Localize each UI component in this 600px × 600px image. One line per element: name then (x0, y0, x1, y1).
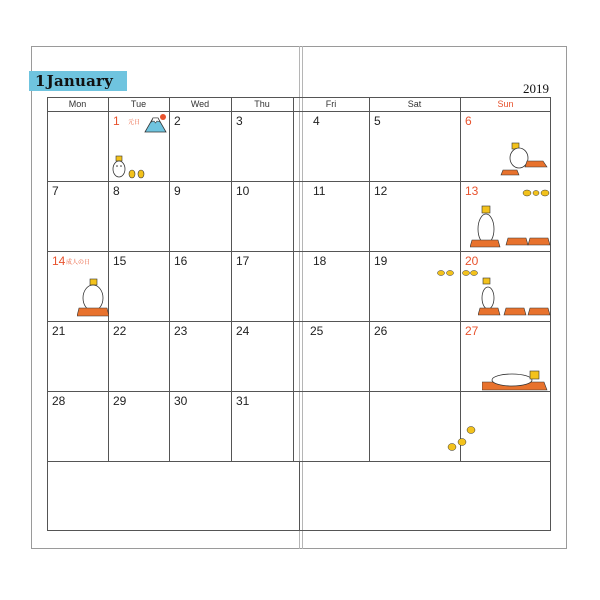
weekday-header-thu: Thu (254, 99, 270, 109)
bird-stepping-mats-icon (478, 276, 551, 320)
day-cell[interactable] (47, 391, 108, 461)
day-number: 19 (374, 254, 388, 268)
day-cell[interactable] (369, 251, 460, 321)
day-number: 30 (174, 394, 188, 408)
weekday-header-tue: Tue (130, 99, 147, 109)
day-number: 11 (313, 184, 326, 198)
day-number: 3 (236, 114, 243, 128)
notes-area-right[interactable] (300, 461, 551, 531)
notes-area-left[interactable] (47, 461, 299, 531)
day-number: 1 (113, 114, 120, 128)
day-number: 5 (374, 114, 381, 128)
day-cell[interactable] (169, 391, 231, 461)
day-number: 17 (236, 254, 250, 268)
day-cell[interactable] (293, 321, 369, 391)
weekday-header-sat: Sat (407, 99, 422, 109)
day-number: 26 (374, 324, 388, 338)
day-number: 13 (465, 184, 479, 198)
day-number: 7 (52, 184, 59, 198)
running-chicks-icon (443, 422, 483, 454)
chicks-icon (461, 268, 479, 278)
month-label (29, 71, 127, 91)
day-number: 27 (465, 324, 479, 338)
year-label: 2019 (523, 81, 549, 96)
day-cell[interactable] (108, 251, 169, 321)
day-number: 22 (113, 324, 127, 338)
day-cell[interactable] (293, 181, 369, 251)
day-cell[interactable] (369, 321, 460, 391)
weekday-header-row (47, 97, 551, 111)
day-number: 8 (113, 184, 120, 198)
bird-family-icon (110, 155, 150, 180)
day-number: 18 (313, 254, 327, 268)
day-cell[interactable] (108, 391, 169, 461)
month-number: 1 (35, 72, 46, 90)
day-number: 16 (174, 254, 188, 268)
day-cell[interactable] (369, 111, 460, 181)
day-number: 28 (52, 394, 66, 408)
day-cell[interactable] (231, 321, 293, 391)
day-cell[interactable] (231, 391, 293, 461)
chicks-icon (521, 187, 551, 199)
day-number: 12 (374, 184, 388, 198)
weekday-header-mon: Mon (68, 99, 87, 109)
day-number: 4 (313, 114, 320, 128)
day-number: 24 (236, 324, 250, 338)
day-cell[interactable] (293, 251, 369, 321)
day-number: 25 (310, 324, 324, 338)
weekday-header-wed: Wed (190, 99, 210, 109)
weekday-header-fri: Fri (325, 99, 337, 109)
day-number: 10 (236, 184, 250, 198)
day-cell[interactable] (293, 111, 369, 181)
day-cell[interactable] (231, 181, 293, 251)
bowing-guest-icon (77, 278, 109, 318)
day-cell[interactable] (231, 251, 293, 321)
bird-on-mats-icon (470, 205, 551, 250)
day-number: 20 (465, 254, 479, 268)
holiday-label: 成人の日 (66, 260, 91, 266)
day-cell[interactable] (169, 181, 231, 251)
day-number: 23 (174, 324, 188, 338)
mount-fuji-icon (144, 113, 168, 133)
day-number: 29 (113, 394, 127, 408)
day-cell[interactable] (169, 321, 231, 391)
day-cell[interactable] (47, 181, 108, 251)
day-number: 31 (236, 394, 250, 408)
chicks-icon (436, 268, 458, 278)
day-cell[interactable] (231, 111, 293, 181)
month-name: January (46, 72, 114, 90)
day-cell[interactable] (108, 321, 169, 391)
day-number: 21 (52, 324, 66, 338)
day-cell[interactable] (169, 111, 231, 181)
day-cell[interactable] (169, 251, 231, 321)
day-cell[interactable] (108, 181, 169, 251)
day-number: 9 (174, 184, 181, 198)
day-cell[interactable] (47, 321, 108, 391)
day-number: 2 (174, 114, 181, 128)
weekday-header-sun: Sun (497, 99, 514, 109)
day-cell[interactable] (369, 181, 460, 251)
lying-bird-icon (482, 369, 550, 391)
day-number: 14 (52, 254, 66, 268)
day-number: 6 (465, 114, 472, 128)
day-number: 15 (113, 254, 127, 268)
bowing-bird-icon (497, 141, 551, 179)
holiday-label: 元日 (128, 120, 141, 126)
